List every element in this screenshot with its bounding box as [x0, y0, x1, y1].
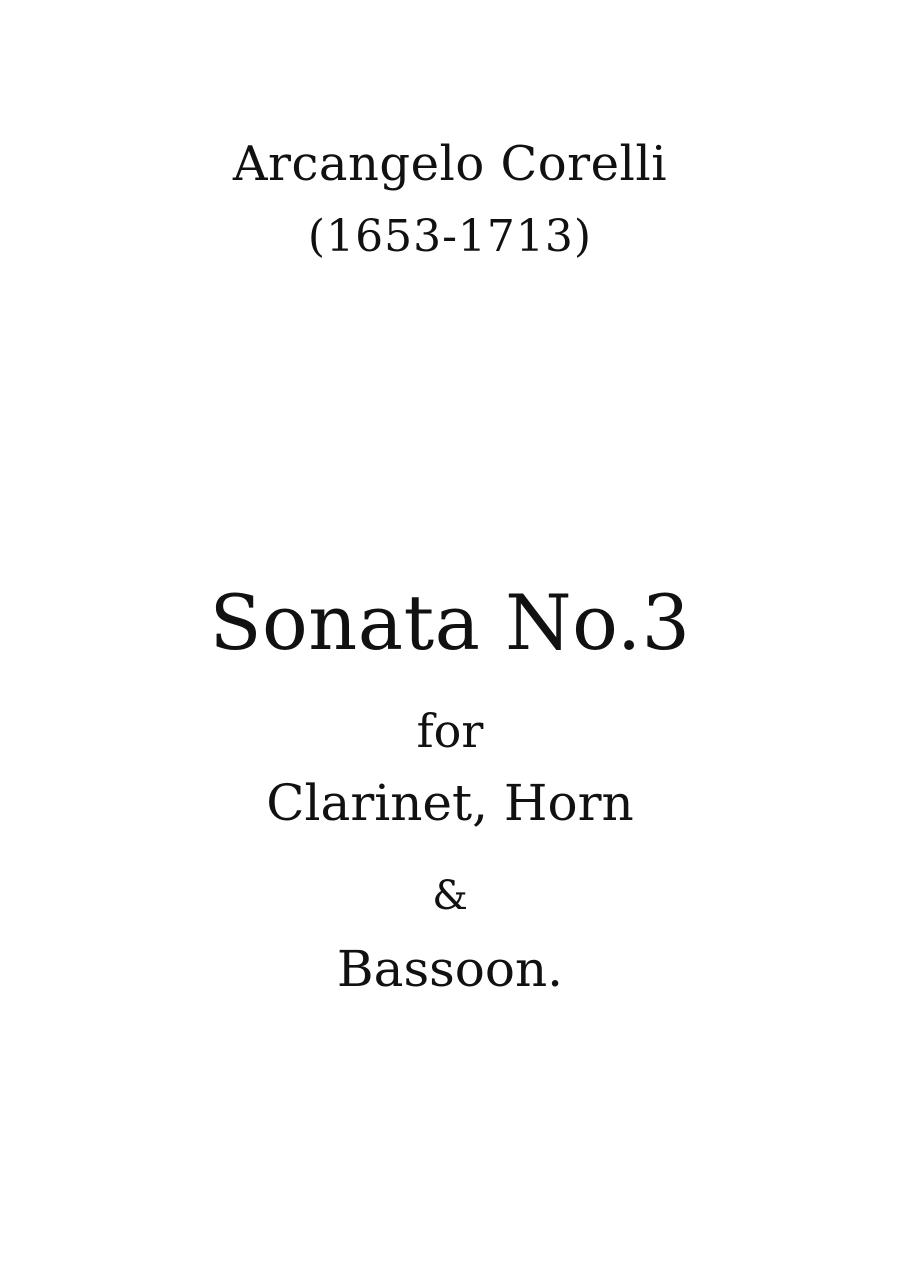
instrumentation-line-1: Clarinet, Horn [266, 774, 634, 832]
instrumentation-line-2: Bassoon. [336, 940, 564, 998]
ampersand: & [432, 873, 468, 919]
composer-name: Arcangelo Corelli [232, 136, 668, 192]
composer-dates: (1653-1713) [307, 211, 593, 262]
work-title: Sonata No.3 [209, 578, 691, 667]
for-label: for [416, 704, 484, 758]
